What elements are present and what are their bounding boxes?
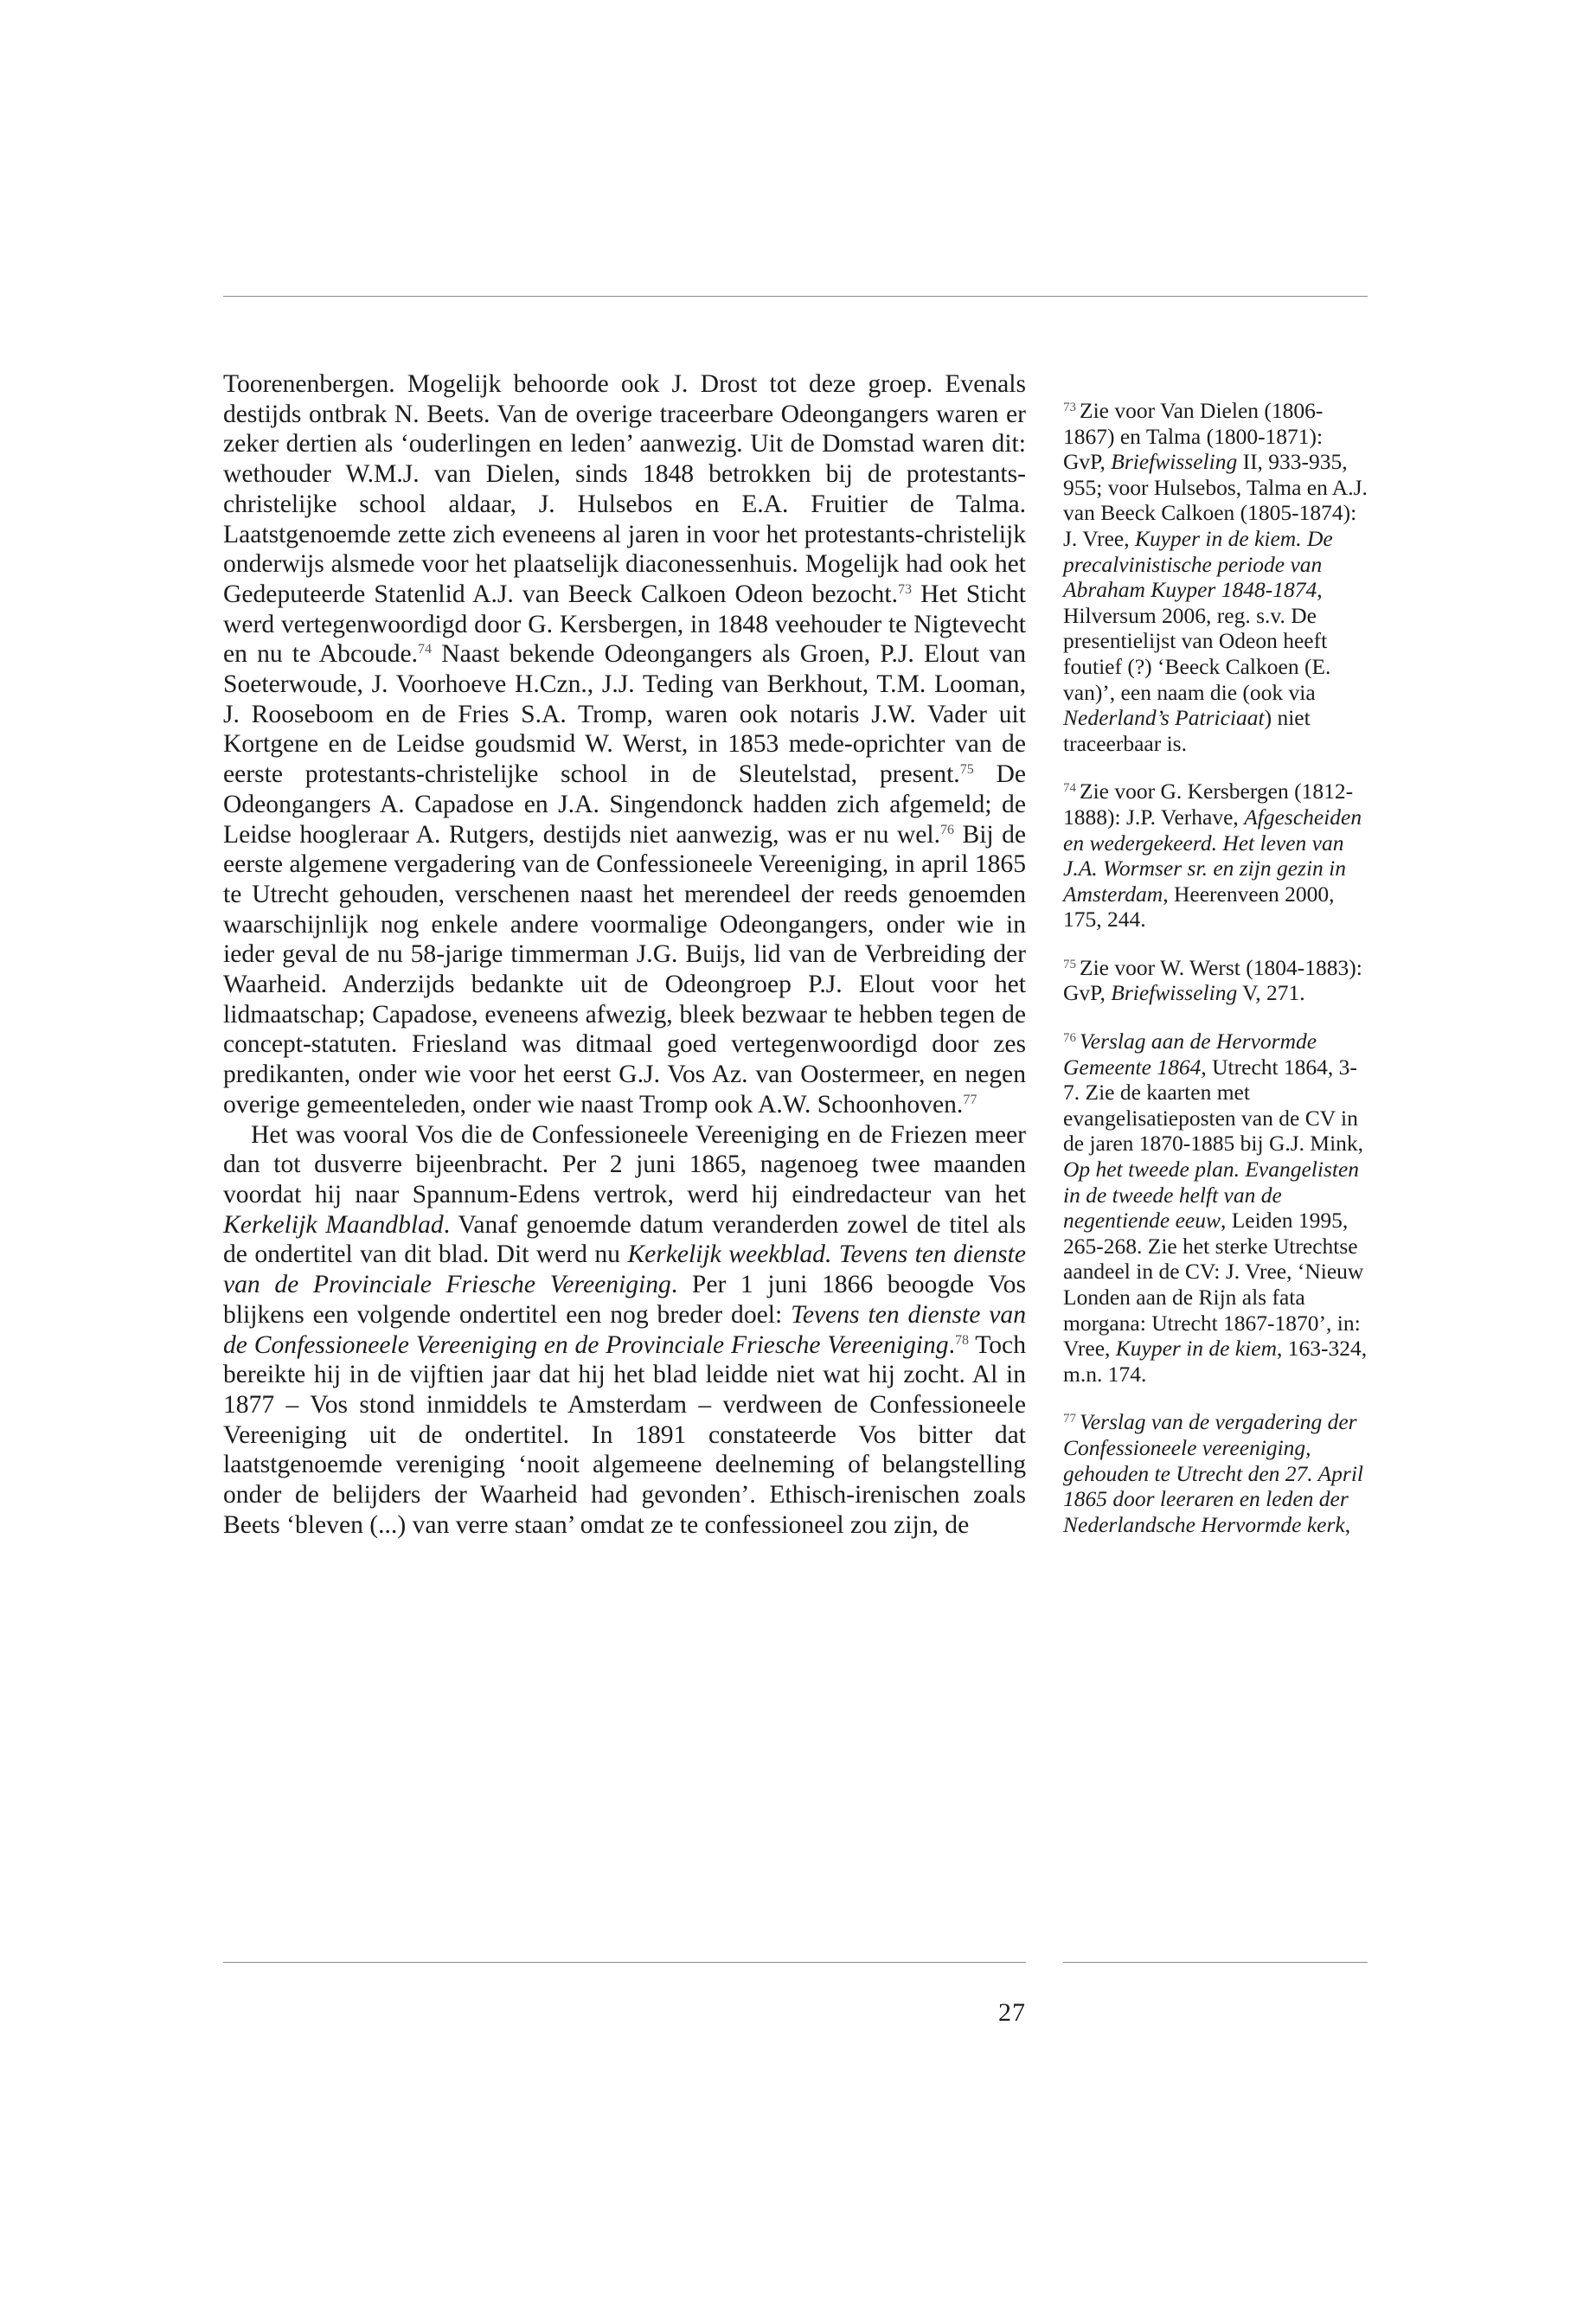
text-run: . Vanaf genoemde datum veranderden zowel de titel als de ondertitel van dit blad. Dit werd nu — [223, 1210, 1026, 1269]
footnote-77 — [1063, 1409, 1368, 1537]
title-italic: Kerkelijk Maandblad — [223, 1210, 444, 1239]
footnote-number: 75 — [1063, 957, 1076, 971]
note-text: Zie voor Van Dielen (1806-1867) en Talma (1800-1871): GvP, — [1063, 398, 1324, 475]
text-run: . Per 1 juni 1866 beoogde Vos blijkens een volgende ondertitel een nog breder doel: — [223, 1271, 1026, 1329]
text-run: . — [948, 1330, 955, 1359]
note-text: , Leiden 1995, 265-268. Zie het sterke Utrechtse aandeel in de CV: J. Vree, ‘Nieuw Londen aan de Rijn als fata morgana: Utrecht 1867-1870’, in: Vree, — [1063, 1208, 1364, 1362]
footnote-76 — [1063, 1029, 1368, 1387]
note-text: Zie voor G. Kersbergen (1812-1888): J.P. Verhave, — [1063, 779, 1354, 830]
note-text: , 163-324, m.n. 174. — [1063, 1336, 1368, 1387]
note-italic: Briefwisseling — [1111, 980, 1238, 1006]
footnote-ref-74[interactable]: 74 — [418, 642, 433, 657]
footnote-75 — [1063, 955, 1368, 1006]
note-text: , — [1344, 1511, 1351, 1537]
paragraph-1 — [223, 369, 1026, 1120]
footnote-ref-76[interactable]: 76 — [940, 822, 955, 837]
note-text: , Heerenveen 2000, 175, 244. — [1063, 881, 1335, 933]
footnote-ref-77[interactable]: 77 — [963, 1092, 977, 1107]
note-italic: Verslag van de vergadering der Confessioneele vereeniging, gehouden te Utrecht den 27. April 1865 door leeraren en leden der Nederlandsche Hervormde kerk — [1063, 1409, 1364, 1537]
footnote-ref-78[interactable]: 78 — [954, 1332, 969, 1348]
note-text: ) niet traceerbaar is. — [1063, 705, 1311, 756]
page-number: 27 — [998, 1998, 1026, 2027]
note-italic: Afgescheiden en wedergekeerd. Het leven van J.A. Wormser sr. en zijn gezin in Amsterdam — [1063, 804, 1362, 907]
note-text: , Hilversum 2006, reg. s.v. De presentielijst van Odeon heeft foutief (?) ‘Beeck Calkoen (E. van)’, een naam die (ook via — [1063, 577, 1331, 705]
note-italic: Kuyper in de kiem — [1115, 1336, 1277, 1362]
footnote-number: 74 — [1063, 781, 1076, 796]
footnote-number: 76 — [1063, 1031, 1076, 1046]
title-italic: Tevens ten dienste van de Confessioneele Vereeniging en de Provinciale Friesche Vereeniging — [223, 1300, 1026, 1359]
note-italic: Op het tweede plan. Evangelisten in de tweede helft van de negentiende eeuw — [1063, 1157, 1360, 1234]
note-text: , Utrecht 1864, 3-7. Zie de kaarten met evangelisatieposten van de CV in de jaren 1870-1885 bij G.J. Mink, — [1063, 1054, 1364, 1157]
note-text: II, 933-935, 955; voor Hulsebos, Talma en A.J. van Beeck Calkoen (1805-1874): J. Vree, — [1063, 449, 1368, 551]
text-run: Bij de eerste algemene vergadering van de Confessioneele Vereeniging, in april 1865 te Utrecht gehouden, verschenen naast het merendeel der reeds genoemden waarschijnlijk nog enkele andere voormalige Odeongangers, onder wie in ieder geval de nu 58-jarige timmerman J.G. Buijs, lid van de Verbreiding der Waarheid. Anderzijds bedankte uit de Odeongroep P.J. Elout voor het lidmaatschap; Capadose, eveneens afwezig, bleek bezwaar te hebben tegen de concept-statuten. Friesland was ditmaal goed vertegenwoordigd door zes predikanten, onder wie voor het eerst G.J. Vos Az. van Oostermeer, en negen overige gemeenteleden, onder wie naast Tromp ook A.W. Schoonhoven. — [223, 820, 1026, 1118]
text-run: Het Sticht werd vertegenwoordigd door G. Kersbergen, in 1848 veehouder te Nigtevecht en nu te Abcoude. — [223, 580, 1026, 669]
note-text: Zie voor W. Werst (1804-1883): GvP, — [1063, 954, 1362, 1006]
note-italic: Nederland’s Patriciaat — [1063, 705, 1265, 731]
footnotes-column — [1063, 398, 1368, 1560]
footnote-73 — [1063, 398, 1368, 756]
notes-bottom-rule — [1063, 1962, 1368, 1963]
text-run: Naast bekende Odeongangers als Groen, P.J. Elout van Soeterwoude, J. Voorhoeve H.Czn., J.J. Teding van Berkhout, T.M. Looman, J. Rooseboom en de Fries S.A. Tromp, waren ook notaris J.W. Vader uit Kortgene en de Leidse goudsmid W. Werst, in 1853 mede-oprichter van de eerste protestants-christelijke school in de Sleutelstad, present. — [223, 640, 1026, 789]
footnote-ref-75[interactable]: 75 — [959, 762, 974, 778]
note-italic: Briefwisseling — [1111, 449, 1238, 475]
main-bottom-rule — [223, 1962, 1026, 1963]
top-rule — [223, 296, 1368, 297]
footnote-ref-73[interactable]: 73 — [897, 581, 912, 597]
text-run: Toch bereikte hij in de vijftien jaar dat hij het blad leidde niet wat hij zocht. Al in 1877 – Vos stond inmiddels te Amsterdam – verdween de Confessioneele Vereeniging uit de ondertitel. In 1891 constateerde Vos bitter dat laatstgenoemde vereniging ‘nooit algemeene deelneming of belangstelling onder de belijders der Waarheid had gevonden’. Ethisch-irenischen zoals Beets ‘bleven (...) van verre staan’ omdat ze te confessioneel zou zijn, de — [223, 1330, 1026, 1539]
footnote-number: 77 — [1063, 1412, 1076, 1426]
text-run: Het was vooral Vos die de Confessioneele Vereeniging en de Friezen meer dan tot dusverre bijeenbracht. Per 2 juni 1865, nagenoeg twee maanden voordat hij naar Spannum-Edens vertrok, werd hij eindredacteur van het — [223, 1120, 1026, 1208]
title-italic: Kerkelijk weekblad. Tevens ten dienste van de Provinciale Friesche Vereeniging — [223, 1240, 1026, 1299]
paragraph-2 — [223, 1120, 1026, 1541]
footnote-number: 73 — [1063, 401, 1076, 414]
note-text: V, 271. — [1237, 980, 1305, 1006]
note-italic: Verslag aan de Hervormde Gemeente 1864 — [1063, 1029, 1317, 1080]
footnote-74 — [1063, 779, 1368, 933]
text-run: De Odeongangers A. Capadose en J.A. Singendonck hadden zich afgemeld; de Leidse hoogleraar A. Rutgers, destijds niet aanwezig, was er nu wel. — [223, 760, 1026, 849]
text-run: Toorenenbergen. Mogelijk behoorde ook J. Drost tot deze groep. Evenals destijds ontbrak N. Beets. Van de overige traceerbare Odeongangers waren er zeker dertien als ‘ouderlingen en leden’ aanwezig. Uit de Domstad waren dit: wethouder W.M.J. van Dielen, sinds 1848 betrokken bij de protestants-christelijke school aldaar, J. Hulsebos en E.A. Fruitier de Talma. Laatstgenoemde zette zich eveneens al jaren in voor het protestants-christelijk onderwijs alsmede voor het plaatselijk diaconessenhuis. Mogelijk had ook het Gedeputeerde Statenlid A.J. van Beeck Calkoen Odeon bezocht. — [223, 370, 1026, 608]
main-text-column — [223, 369, 1026, 1540]
note-italic: Kuyper in de kiem. De precalvinistische periode van Abraham Kuyper 1848-1874 — [1063, 525, 1333, 603]
